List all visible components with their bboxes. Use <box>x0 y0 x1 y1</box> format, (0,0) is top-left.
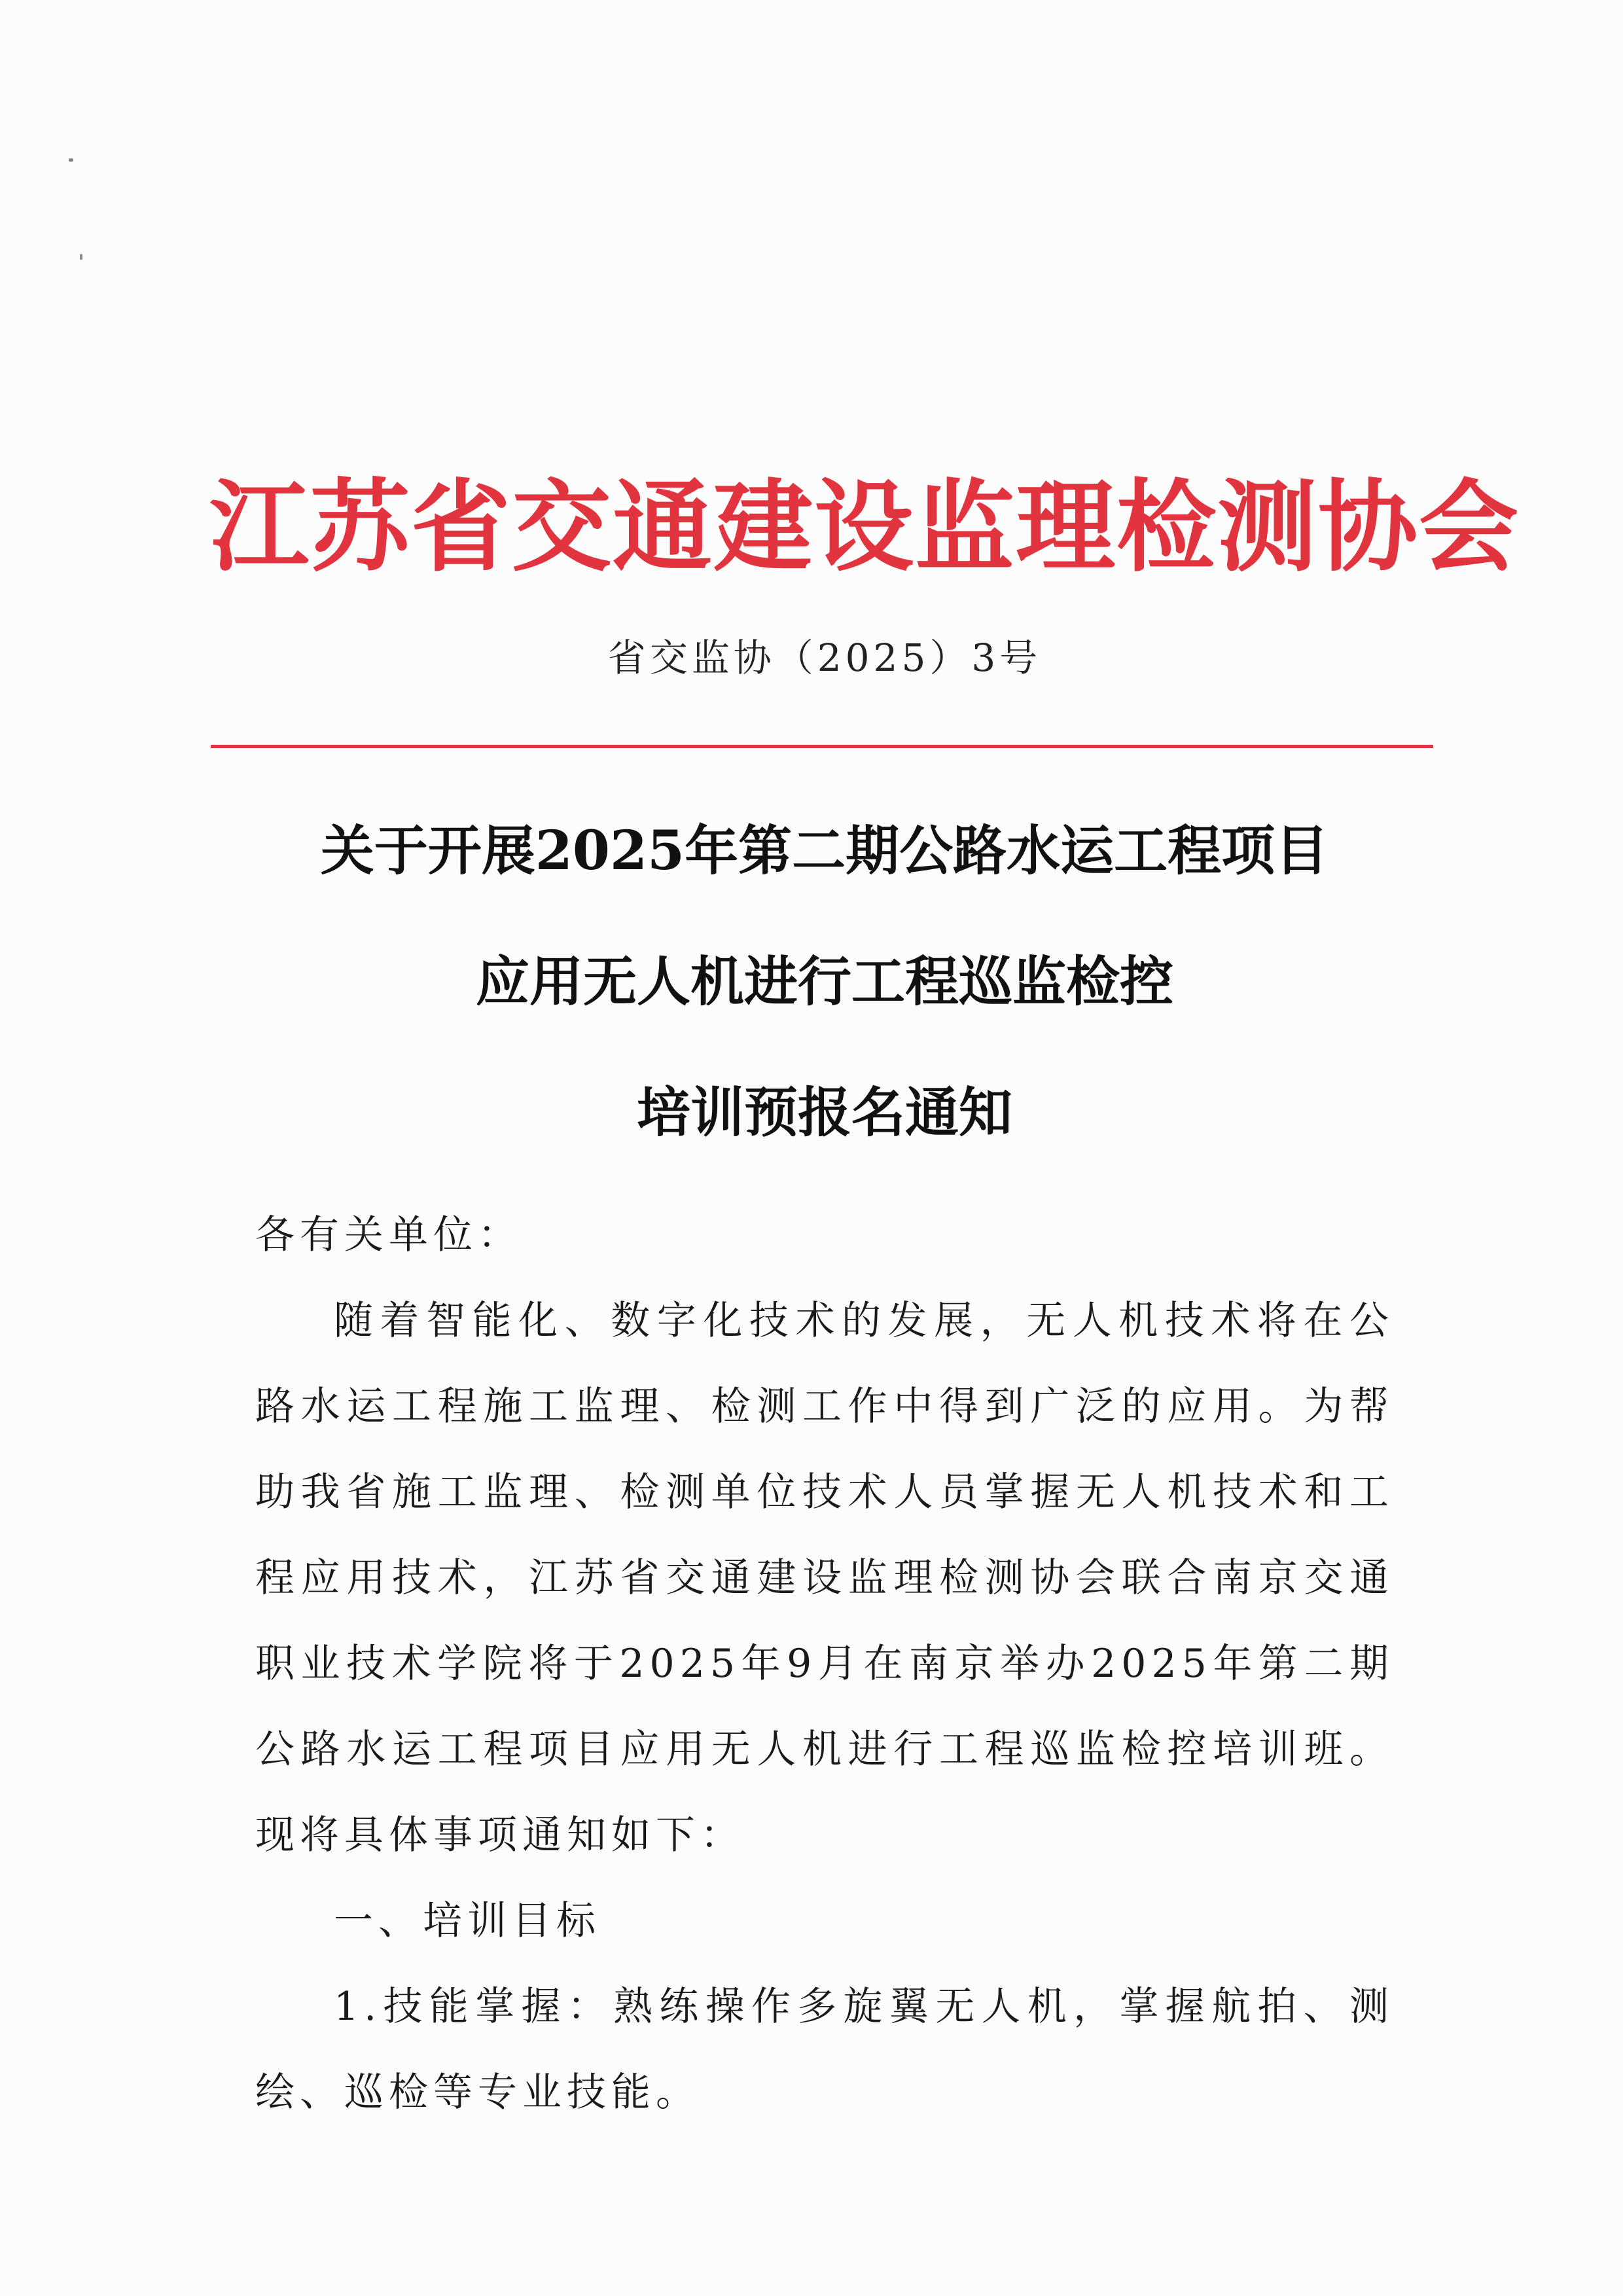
notice-title-line-3: 培训预报名通知 <box>636 1081 1012 1144</box>
salutation: 各有关单位： <box>255 1212 522 1258</box>
letterhead-organization: 江苏省交通建设监理检测协会 <box>209 468 1520 585</box>
notice-body <box>255 1193 1394 2136</box>
scan-speck <box>69 158 73 162</box>
notice-title-line-2: 应用无人机进行工程巡监检控 <box>475 950 1173 1013</box>
document-number: 省交监协（2025）3号 <box>607 636 1042 680</box>
scan-speck <box>80 254 82 260</box>
section-heading-training-goals: 一、培训目标 <box>334 1898 601 1944</box>
notice-title-line-1: 关于开展2025年第二期公路水运工程项目 <box>320 819 1329 882</box>
goal-item-1: 1.技能掌握：熟练操作多旋翼无人机，掌握航拍、测绘、巡检等专业技能。 <box>255 1984 1394 2115</box>
letterhead-red-rule <box>211 745 1433 748</box>
intro-paragraph: 随着智能化、数字化技术的发展，无人机技术将在公路水运工程施工监理、检测工作中得到广泛的应用。为帮助我省施工监理、检测单位技术人员掌握无人机技术和工程应用技术，江苏省交通建设监理检测协会联合南京交通职业技术学院将于2025年9月在南京举办2025年第二期公路水运工程项目应用无人机进行工程巡监检控培训班。现将具体事项通知如下： <box>255 1298 1394 1858</box>
